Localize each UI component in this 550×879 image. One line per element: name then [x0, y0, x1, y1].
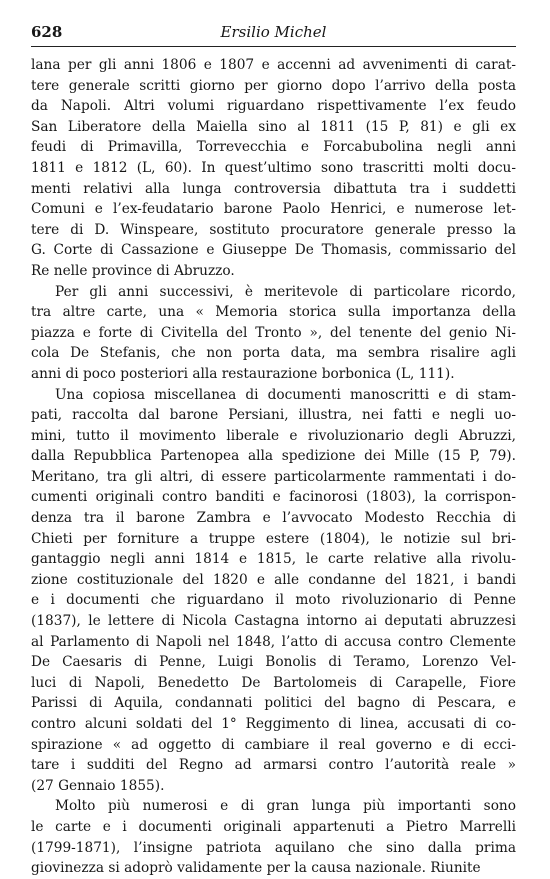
page-number: 628	[31, 23, 63, 41]
text-line: (27 Gennaio 1855).	[31, 777, 165, 794]
text-line: Per gli anni successivi, è meritevole di particolare ricordo,	[55, 283, 516, 300]
text-line: cola De Stefanis, che non porta data, ma sembra risalire agli	[31, 345, 516, 362]
text-line: Una copiosa miscellanea di documenti manoscritti e di stam-	[55, 386, 516, 403]
paragraph	[31, 796, 516, 878]
text-line: San Liberatore della Maiella sino al 1811 (15 P, 81) e gli ex	[31, 118, 516, 135]
text-line: 1811 e 1812 (L, 60). In quest’ultimo sono trascritti molti docu-	[31, 159, 516, 176]
text-line: Comuni e l’ex-feudatario barone Paolo Henrici, e numerose let-	[31, 201, 516, 218]
paragraph	[31, 55, 516, 282]
text-line: feudi di Primavilla, Torrevecchia e Forcabubolina negli anni	[31, 139, 516, 156]
text-line: dalla Repubblica Partenopea alla spedizione dei Mille (15 P, 79).	[31, 448, 516, 465]
text-line: contro alcuni soldati del 1° Reggimento di linea, accusati di co-	[31, 716, 516, 732]
text-line: giovinezza si adoprò validamente per la causa nazionale. Riunite	[31, 860, 481, 877]
text-line: e i documenti che riguardano il moto rivoluzionario di Penne	[31, 592, 516, 609]
text-line: tere di D. Winspeare, sostituto procuratore generale presso la	[31, 221, 516, 238]
text-line: tere generale scritti giorno per giorno dopo l’arrivo della posta	[31, 77, 516, 94]
text-line: mini, tutto il movimento liberale e rivoluzionario degli Abruzzi,	[31, 427, 516, 444]
text-line: piazza e forte di Civitella del Tronto », del tenente del genio Ni-	[31, 324, 516, 341]
running-title: Ersilio Michel	[220, 23, 327, 41]
text-line: pati, raccolta dal barone Persiani, illustra, nei fatti e negli uo-	[31, 407, 516, 424]
text-line: spirazione « ad oggetto di cambiare il real governo e di ecci-	[31, 736, 516, 753]
text-line: G. Corte di Cassazione e Giuseppe De Thomasis, commissario del	[31, 242, 516, 259]
text-line: al Parlamento di Napoli nel 1848, l’atto di accusa contro Clemente	[31, 633, 516, 650]
text-line: Parissi di Aquila, condannati politici del bagno di Pescara, e	[31, 695, 516, 712]
text-line: (1799-1871), l’insigne patriota aquilano che sino dalla prima	[31, 839, 516, 856]
page-header	[31, 22, 516, 47]
text-line: (1837), le lettere di Nicola Castagna intorno ai deputati abruzzesi	[31, 613, 516, 630]
text-line: menti relativi alla lunga controversia dibattuta tra i suddetti	[31, 180, 516, 197]
text-line: cumenti originali contro banditi e facinorosi (1803), la corrispon-	[31, 489, 516, 506]
text-line: tra altre carte, una « Memoria storica sulla importanza della	[31, 304, 516, 321]
text-line: Molto più numerosi e di gran lunga più importanti sono	[55, 798, 516, 815]
text-line: anni di poco posteriori alla restaurazione borbonica (L, 111).	[31, 365, 455, 382]
text-line: tare i sudditi del Regno ad armarsi contro l’autorità reale »	[31, 757, 516, 774]
text-line: Re nelle province di Abruzzo.	[31, 262, 235, 279]
text-line: le carte e i documenti originali appartenuti a Pietro Marrelli	[31, 818, 516, 835]
paragraph	[31, 282, 516, 385]
paragraph	[31, 385, 516, 797]
text-line: De Caesaris di Penne, Luigi Bonolis di Teramo, Lorenzo Vel-	[31, 654, 516, 671]
text-line: zione costituzionale del 1820 e alle condanne del 1821, i bandi	[31, 571, 516, 588]
text-line: lana per gli anni 1806 e 1807 e accenni ad avvenimenti di carat-	[31, 57, 516, 73]
body-text	[31, 55, 516, 879]
text-line: da Napoli. Altri volumi riguardano rispettivamente l’ex feudo	[31, 98, 516, 115]
text-line: gantaggio negli anni 1814 e 1815, le carte relative alla rivolu-	[31, 551, 516, 568]
text-line: luci di Napoli, Benedetto De Bartolomeis di Carapelle, Fiore	[31, 674, 516, 691]
text-line: Chieti per forniture a truppe estere (1804), le notizie sul bri-	[31, 530, 516, 547]
text-line: denza tra il barone Zambra e l’avvocato Modesto Recchia di	[31, 510, 516, 527]
text-line: Meritano, tra gli altri, di essere particolarmente rammentati i do-	[31, 468, 516, 485]
